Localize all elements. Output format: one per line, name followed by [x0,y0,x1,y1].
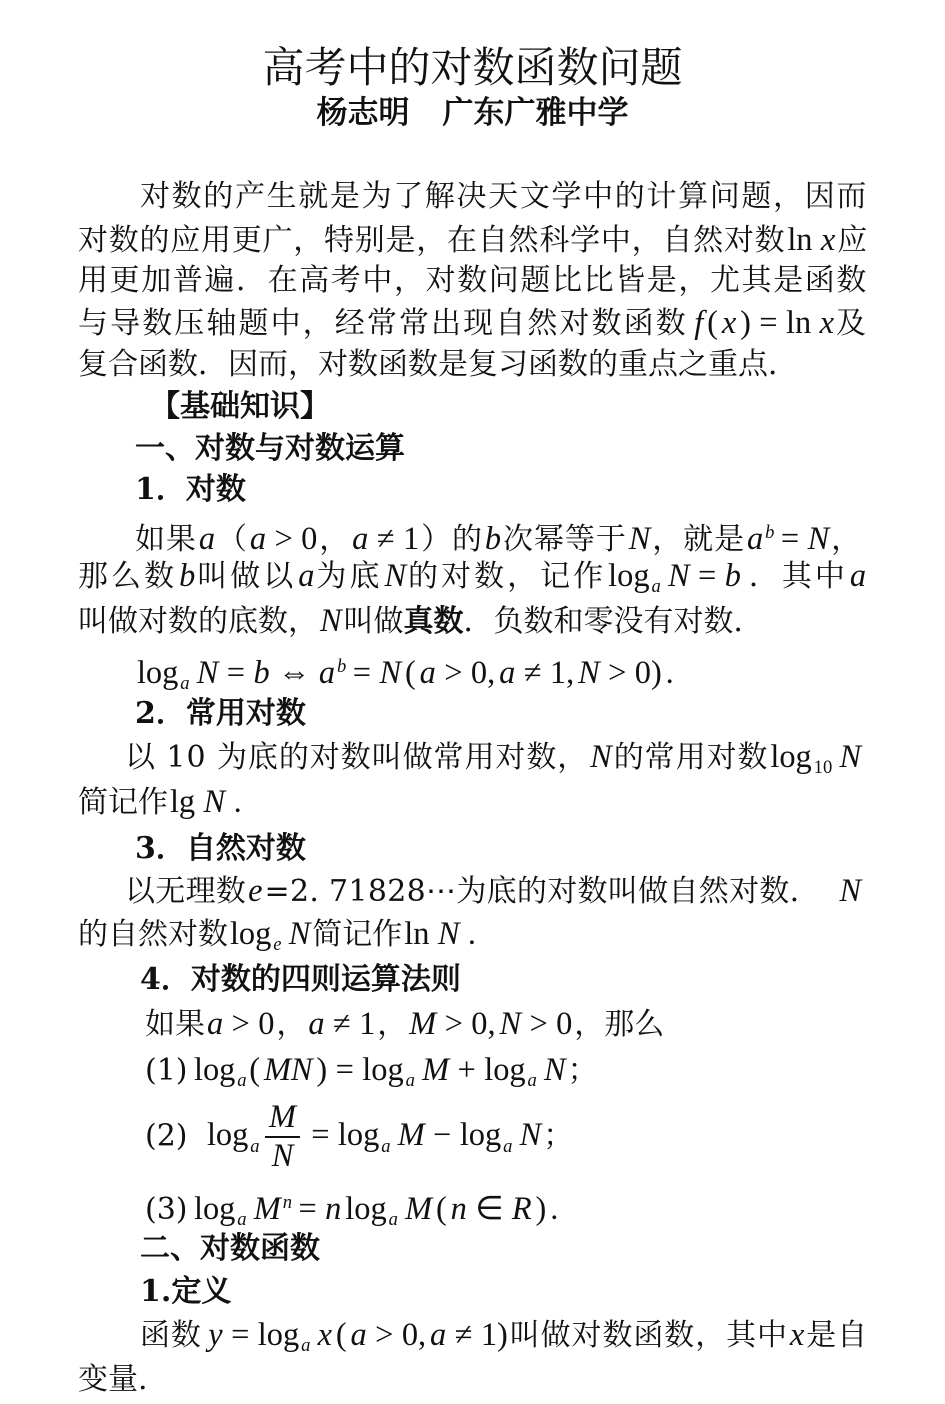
math-variable: a [198,520,216,557]
math-subscript: a [250,1135,260,1157]
math-operator: = [352,654,372,691]
fraction-denominator: N [271,1138,294,1175]
math-operator: = [780,520,800,557]
math-variable: M [422,1052,450,1088]
math-variable: b [179,558,196,594]
math-operator: > [444,1006,463,1042]
definition-line-1 [135,513,863,557]
text-run: 及 [835,306,869,341]
math-operator: − [433,1117,452,1154]
math-subscript: a [503,1135,513,1157]
math-function: log [362,1052,404,1088]
text-run: 简记作 [78,785,168,820]
section1-sub3-heading [135,829,306,869]
math-operator: ⇔ [278,654,311,691]
math-function: log [484,1052,526,1088]
math-paren: ) [316,1052,328,1088]
text-run: 4．对数的四则运算法则 [140,962,461,997]
math-function: lg [169,784,196,820]
math-variable: a [746,520,764,557]
log-function-line-2 [78,1360,148,1400]
math-operator: ≠ [376,520,395,557]
text-run: 函数 [140,1318,202,1353]
math-subscript: a [237,1209,247,1231]
math-paren: ) [535,1190,547,1227]
math-number: 0, [470,654,496,691]
text-run: 简记作 [312,917,403,952]
math-variable: a [298,558,315,594]
math-variable: M [409,1006,437,1042]
math-variable: M [397,1117,425,1154]
math-function: ln [404,916,430,952]
math-variable: e [248,873,263,909]
text-run: 1．对数 [135,472,246,507]
math-variable: N [839,739,862,775]
text-run: 为底 [316,559,383,594]
math-paren: ) [740,305,751,341]
text-run: 以 10 为底的对数叫做常用对数， [125,740,589,775]
math-subscript: a [388,1209,398,1231]
bold-term: 真数 [403,604,464,639]
text-run: 用更加普遍．在高考中，对数问题比比皆是，尤其是函数 [78,263,868,298]
math-operator: = [298,1190,317,1227]
section1-sub2-heading [135,694,306,734]
math-operator: = [311,1117,330,1154]
math-number: 1, [549,654,575,691]
math-variable: N [590,739,612,775]
math-function: log [770,739,812,775]
math-variable: N [519,1117,542,1154]
text-run: 3．自然对数 [135,831,306,866]
math-function: log [229,916,272,952]
math-variable: M [405,1190,433,1227]
math-variable: N [203,784,226,820]
math-paren: ( [707,305,718,341]
math-variable: a [318,654,336,691]
math-subscript: a [527,1070,537,1092]
definition-line-3 [78,601,763,641]
math-subscript: a [651,576,661,598]
math-paren: ( [335,1317,347,1353]
text-run: 叫做 [343,604,404,639]
math-subscript: a [405,1070,415,1092]
math-function: ln [787,222,813,258]
math-subscript: a [301,1335,311,1357]
text-run: ， [377,1007,408,1042]
math-operator: > [375,1317,394,1353]
math-variable: N [437,916,460,952]
math-function: log [136,654,179,691]
math-operator: > [608,654,627,691]
math-number: 0, [471,1006,496,1042]
math-variable: a [249,520,267,557]
math-variable: a [206,1006,224,1042]
byline [0,93,945,133]
math-number: 0 [556,1006,573,1042]
math-variable: x [820,222,836,258]
math-function: log [337,1117,380,1154]
math-variable: f [694,305,704,341]
text-run: 2．常用对数 [135,696,306,731]
math-variable: a [352,520,369,557]
math-variable: N [196,654,219,691]
text-run: （ [216,521,248,557]
math-variable: N [379,654,402,691]
math-number: 1 [359,1006,376,1042]
math-superscript: b [765,522,775,543]
math-operator: ≠ [332,1006,351,1042]
definition-formula [135,647,676,695]
text-run: ，那么 [574,1007,665,1042]
intro-line-3 [78,261,868,301]
text-run: 次幂等于 [503,521,627,557]
text-run: ； [567,1053,598,1088]
common-log-line-1 [125,737,863,777]
math-variable: N [668,558,690,594]
text-run: 应 [837,223,869,258]
math-paren: ( [435,1190,447,1227]
math-operator: > [529,1006,548,1042]
math-function: log [345,1190,387,1227]
math-variable: N [384,558,407,594]
text-run: 的对数，记作 [407,559,607,594]
intro-line-5 [78,345,798,385]
rule-number: (2) [145,1118,188,1154]
math-function: log [206,1117,249,1154]
text-run: 对数的产生就是为了解决天文学中的计算问题，因而 [140,179,868,214]
math-variable: x [819,305,834,341]
text-run: 如果 [145,1007,205,1042]
rule-2 [145,1099,574,1175]
common-log-line-2 [78,782,244,822]
math-variable: a [350,1317,367,1353]
math-number: 0, [401,1317,427,1353]
math-number: 0) [634,654,662,691]
math-operator: = [698,558,717,594]
text-run: 如果 [135,521,197,557]
math-function: log [193,1190,236,1227]
math-variable: N [839,873,862,909]
rule-number: (3) [145,1191,188,1227]
text-run: ．负数和零没有对数． [463,604,764,639]
math-period: . [665,654,674,691]
math-period: . [550,1190,559,1227]
text-run: 那么数 [78,559,178,594]
math-variable: n [325,1190,342,1227]
text-run: =2. 71828⋯为底的对数叫做自然对数． [264,874,821,909]
math-variable: x [721,305,737,341]
text-run: ．其中 [748,559,848,594]
text-run: 【基础知识】 [150,389,330,424]
math-number: 0 [258,1006,275,1042]
math-variable: b [253,654,270,691]
text-run: 变量. [78,1362,148,1397]
section1-heading [135,429,405,469]
math-variable: N [807,520,830,557]
text-run: 以无理数 [125,874,247,909]
math-variable: n [450,1190,467,1227]
math-operator: > [444,654,463,691]
math-operator: ≠ [523,654,542,691]
author-name: 杨志明 [316,95,410,131]
natural-log-line-2 [78,914,478,954]
text-run: 是自 [806,1318,869,1353]
math-variable: N [578,654,600,691]
section1-sub4-heading [140,960,461,1000]
intro-line-2 [78,220,868,260]
math-function: ln [785,305,812,341]
math-variable: a [499,654,516,691]
math-variable: b [724,558,741,594]
math-variable: N [628,520,651,557]
math-variable: b [484,520,502,557]
text-run: 一、对数与对数运算 [135,431,405,466]
math-subscript: 10 [813,757,833,779]
math-operator: ∈ [475,1190,504,1227]
math-operator: > [274,520,293,557]
math-superscript: b [337,656,347,677]
text-run: 叫做以 [197,559,297,594]
text-run: 对数的应用更广，特别是，在自然科学中，自然对数 [78,223,786,258]
text-run: 二、对数函数 [140,1231,320,1266]
math-paren: ( [249,1052,261,1088]
math-variable: x [317,1317,332,1353]
text-run: ，就是 [652,521,746,557]
math-variable: a [419,654,436,691]
math-operator: = [231,1317,250,1353]
math-variable: N [544,1052,566,1088]
math-superscript: n [282,1192,293,1213]
log-function-line-1 [140,1315,868,1355]
math-number: 1 [402,520,420,557]
text-run: 与导数压轴题中，经常常出现自然对数函数 [78,306,688,341]
text-run: 叫做对数的底数， [78,604,318,639]
intro-line-1 [140,177,868,217]
math-variable: R [511,1190,532,1227]
math-subscript: e [273,934,282,956]
section1-sub1-heading [135,470,246,510]
text-run: 1.定义 [140,1274,232,1309]
math-operator: > [231,1006,250,1042]
intro-line-4 [78,303,868,343]
math-variable: x [789,1317,805,1353]
math-variable: MN [263,1052,313,1088]
math-variable: y [208,1317,223,1353]
rule-1 [145,1050,598,1090]
math-variable: N [319,603,342,639]
fraction [265,1099,300,1176]
math-subscript: a [237,1070,247,1092]
math-subscript: a [381,1135,391,1157]
math-paren: ( [404,654,416,691]
math-variable: a [430,1317,447,1353]
math-operator: + [457,1052,476,1088]
rule-3 [145,1183,560,1231]
math-subscript: a [180,673,190,695]
text-run: ， [276,1007,307,1042]
math-variable: N [499,1006,522,1042]
text-run: ， [319,521,351,557]
math-variable: N [288,916,311,952]
math-function: log [193,1052,236,1088]
math-operator: ≠ [454,1317,473,1353]
rules-condition [145,1004,664,1044]
section2-sub1-heading [140,1272,231,1312]
math-operator: = [335,1052,354,1088]
math-number: 1) [480,1317,508,1353]
author-school: 广东广雅中学 [442,95,629,131]
fraction-numerator: M [265,1099,300,1138]
basics-heading [150,387,330,427]
math-period: . [467,916,476,952]
page-title: 高考中的对数函数问题 [262,43,683,92]
text-run: 的常用对数 [613,740,769,775]
math-variable: a [849,558,867,594]
math-function: log [608,558,650,594]
text-run: 复合函数．因而，对数函数是复习函数的重点之重点． [78,347,798,382]
natural-log-line-1 [125,871,863,911]
rule-number: (1) [145,1053,188,1088]
definition-line-2 [78,556,868,596]
math-operator: = [759,305,778,341]
math-variable: M [253,1190,281,1227]
text-run: ； [543,1118,574,1154]
text-run: 的自然对数 [78,917,228,952]
text-run: 叫做对数函数，其中 [509,1318,788,1353]
math-variable: a [308,1006,325,1042]
section2-heading [140,1229,320,1269]
math-period: . [233,784,242,820]
text-run: ）的 [421,521,483,557]
text-run: ， [831,521,863,557]
math-number: 0 [301,520,318,557]
math-operator: = [226,654,246,691]
math-function: log [257,1317,300,1353]
math-function: log [459,1117,502,1154]
